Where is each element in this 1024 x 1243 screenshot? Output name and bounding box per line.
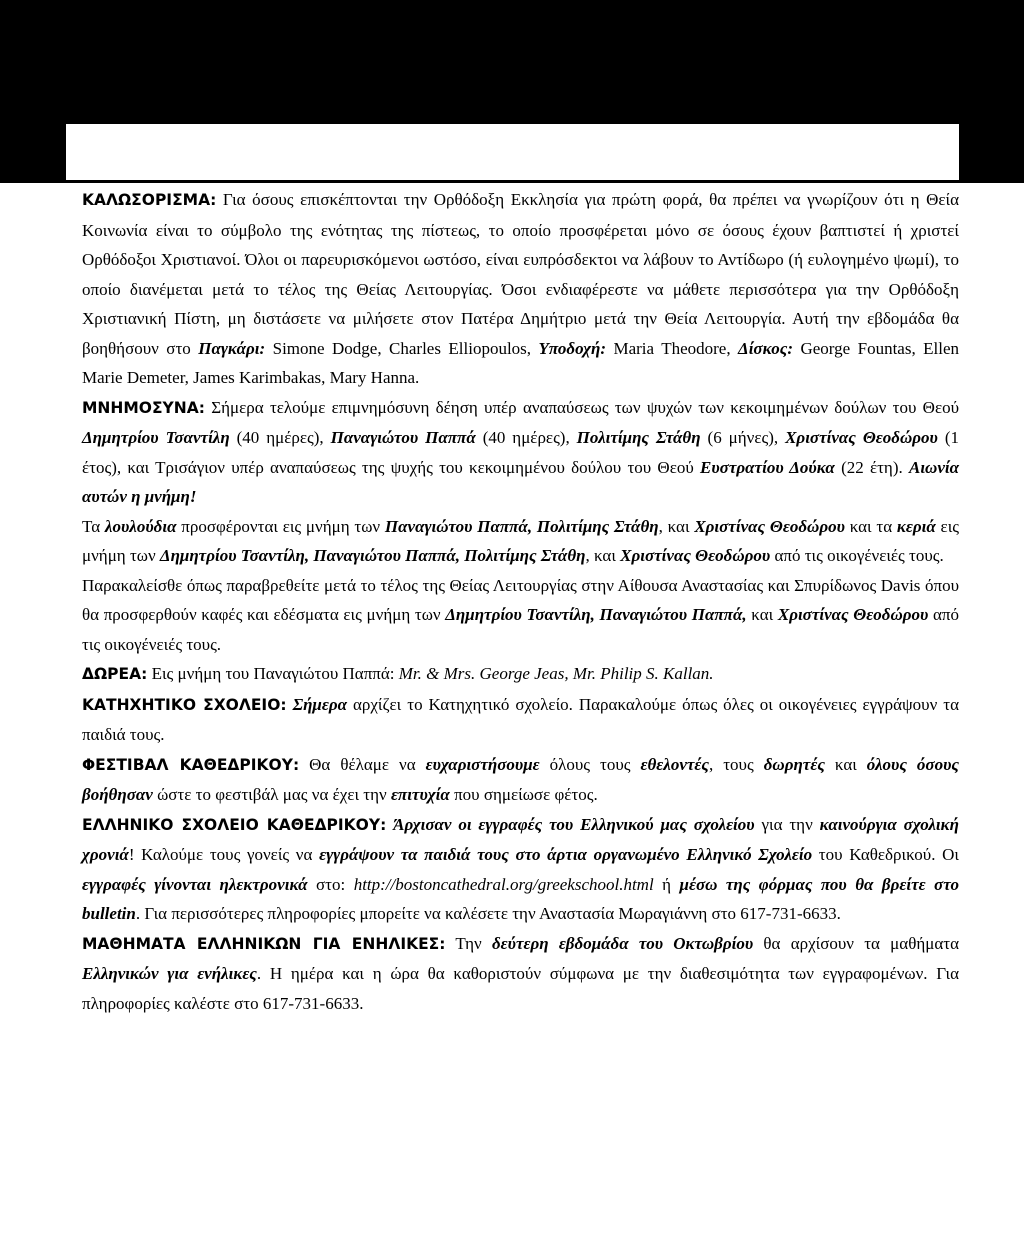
donation-donors: Mr. & Mrs. George Jeas, Mr. Philip S. Kallan. bbox=[398, 664, 714, 683]
diskos-label: Δίσκος: bbox=[738, 338, 793, 358]
flowers-paragraph: Τα λουλούδια προσφέρονται εις μνήμη των Παναγιώτου Παππά, Πολιτίμης Στάθη, και Χριστίνας Θεοδώρου και τα κεριά εις μνήμη των Δημητρίου Τσαντίλη, Παναγιώτου Παππά, Πολιτίμης Στάθη, και Χριστίνας Θεοδώρου από τις οικογένειές τους. bbox=[82, 516, 960, 565]
memorials-closing: Αιωνία αυτών η μνήμη! bbox=[82, 457, 960, 506]
greekschool-link[interactable]: http://bostoncathedral.org/greekschool.html bbox=[353, 874, 654, 894]
welcome-paragraph: ΚΑΛΩΣΟΡΙΣΜΑ: Για όσους επισκέπτονται την Ορθόδοξη Εκκλησία για πρώτη φορά, θα πρέπει να γνωρίζουν ότι η Θεία Κοινωνία είναι το σύμβολο της ενότητας της πίστεως, το οποίο προσφέρεται μόνο σε όσους έχουν βαπτιστεί ή χριστεί Ορθόδοξοι Χριστιανοί. Όλοι οι παρευρισκόμενοι ωστόσο, είναι ευπρόσδεκτοι να λάβουν το Αντίδωρο (ή ευλογημένο ψωμί), το οποίο διανέμεται μετά το τέλος της Θείας Λειτουργίας. Όσοι ενδιαφέρεστε να μάθετε περισσότερα για την Ορθόδοξη Χριστιανική Πίστη, μη διστάσετε να μιλήσετε στον Πατέρα Δημήτριο μετά την Θεία Λειτουργία. Αυτή την εβδομάδα θα βοηθήσουν στο Παγκάρι: Simone Dodge, Charles Elliopoulos, Υποδοχή: Maria Theodore, Δίσκος: George Fountas, Ellen Marie Demeter, James Karimbakas, Mary Hanna. bbox=[82, 190, 960, 387]
donation-paragraph: ΔΩΡΕΑ: Εις μνήμη του Παναγιώτου Παππά: Mr. & Mrs. George Jeas, Mr. Philip S. Kallan. bbox=[82, 664, 714, 683]
greekschool-paragraph: ΕΛΛΗΝΙΚΟ ΣΧΟΛΕΙΟ ΚΑΘΕΔΡΙΚΟΥ: Άρχισαν οι εγγραφές του Ελληνικού μας σχολείου για την καινούργια σχολική χρονιά! Καλούμε τους γονείς να εγγράψουν τα παιδιά τους στο άρτια οργανωμένο Ελληνικό Σχολείο του Καθεδρικού. Οι εγγραφές γίνονται ηλεκτρονικά στο: http://bostoncathedral.org/greekschool.html ή μέσω της φόρμας που θα βρείτε στο bulletin. Για περισσότερες πληροφορίες μπορείτε να καλέσετε την Αναστασία Μωραγιάννη στο 617-731-6633. bbox=[82, 814, 960, 923]
ypodochi-label: Υποδοχή: bbox=[538, 338, 607, 358]
memorials-heading: ΜΝΗΜΟΣΥΝΑ: bbox=[82, 398, 205, 417]
greekschool-heading: ΕΛΛΗΝΙΚΟ ΣΧΟΛΕΙΟ ΚΑΘΕΔΡΙΚΟΥ: bbox=[82, 815, 387, 834]
donation-heading: ΔΩΡΕΑ: bbox=[82, 665, 148, 683]
coffee-paragraph: Παρακαλείσθε όπως παραβρεθείτε μετά το τέλος της Θείας Λειτουργίας στην Αίθουσα Αναστασίας και Σπυρίδωνος Davis όπου θα προσφερθούν καφές και εδέσματα εις μνήμη των Δημητρίου Τσαντίλη, Παναγιώτου Παππά, και Χριστίνας Θεοδώρου από τις οικογένειές τους. bbox=[82, 575, 959, 654]
announcements bbox=[82, 185, 959, 1018]
pangari-label: Παγκάρι: bbox=[198, 338, 266, 358]
festival-heading: ΦΕΣΤΙΒΑΛ ΚΑΘΕΔΡΙΚΟΥ: bbox=[82, 755, 300, 774]
festival-paragraph: ΦΕΣΤΙΒΑΛ ΚΑΘΕΔΡΙΚΟΥ: Θα θέλαμε να ευχαριστήσουμε όλους τους εθελοντές, τους δωρητές και όλους όσους βοήθησαν ώστε το φεστιβάλ μας να έχει την επιτυχία που σημείωσε φέτος. bbox=[82, 754, 960, 804]
welcome-heading: ΚΑΛΩΣΟΡΙΣΜΑ: bbox=[82, 191, 217, 209]
memorials-paragraph: ΜΝΗΜΟΣΥΝΑ: Σήμερα τελούμε επιμνημόσυνη δέηση υπέρ αναπαύσεως των ψυχών των κεκοιμημένων δούλων του Θεού Δημητρίου Τσαντίλη (40 ημέρες), Παναγιώτου Παππά (40 ημέρες), Πολιτίμης Στάθη (6 μήνες), Χριστίνας Θεοδώρου (1 έτος), και Τρισάγιον υπέρ αναπαύσεως της ψυχής του κεκοιμημένου δούλου του Θεού Ευστρατίου Δούκα (22 έτη). Αιωνία αυτών η μνήμη! bbox=[82, 397, 960, 506]
title-bar bbox=[66, 124, 959, 180]
adult-classes-heading: ΜΑΘΗΜΑΤΑ ΕΛΛΗΝΙΚΩΝ ΓΙΑ ΕΝΗΛΙΚΕΣ: bbox=[82, 934, 446, 953]
adult-classes-paragraph: ΜΑΘΗΜΑΤΑ ΕΛΛΗΝΙΚΩΝ ΓΙΑ ΕΝΗΛΙΚΕΣ: Την δεύτερη εβδομάδα του Οκτωβρίου θα αρχίσουν τα μαθήματα Ελληνικών για ενήλικες. Η ημέρα και η ώρα θα καθοριστούν σύμφωνα με την διαθεσιμότητα των εγγραφομένων. Για πληροφορίες καλέστε στο 617-731-6633. bbox=[82, 933, 959, 1013]
catechism-paragraph: ΚΑΤΗΧΗΤΙΚΟ ΣΧΟΛΕΙΟ: Σήμερα αρχίζει το Κατηχητικό σχολείο. Παρακαλούμε όπως όλες οι οικογένειες εγγράψουν τα παιδιά τους. bbox=[82, 694, 959, 744]
catechism-heading: ΚΑΤΗΧΗΤΙΚΟ ΣΧΟΛΕΙΟ: bbox=[82, 695, 287, 714]
